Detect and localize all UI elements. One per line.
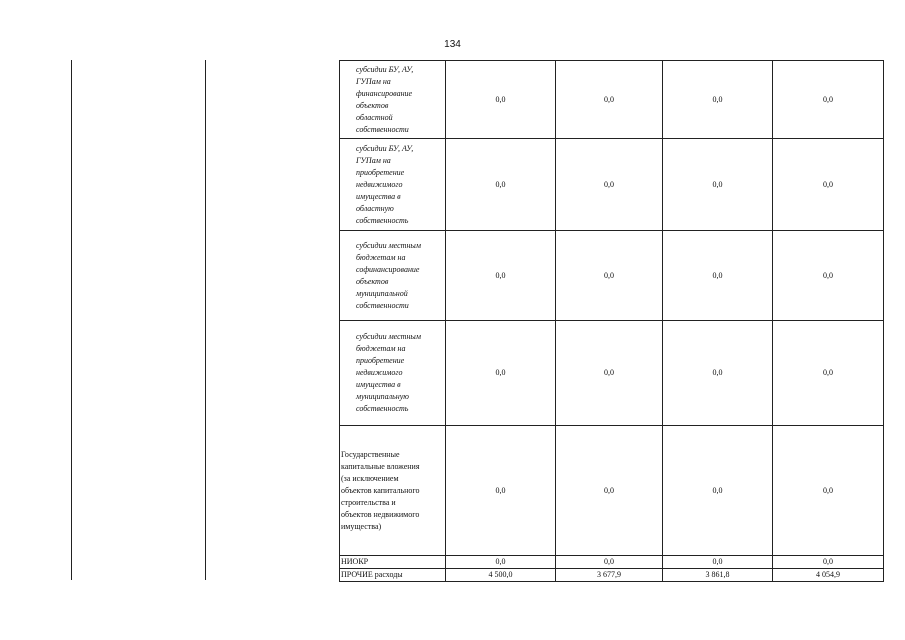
value-cell: 0,0 — [556, 556, 663, 569]
row-label: субсидии БУ, АУ, ГУПам на финансирование объектов областной собственности — [340, 61, 446, 139]
table-row — [340, 569, 884, 582]
value-cell: 3 861,8 — [663, 569, 773, 582]
value-cell: 0,0 — [773, 231, 884, 321]
table-row — [340, 139, 884, 231]
row-label: субсидии БУ, АУ, ГУПам на приобретение недвижимого имущества в областную собственность — [340, 139, 446, 231]
value-cell: 0,0 — [446, 139, 556, 231]
table-row — [340, 61, 884, 139]
row-label: субсидии местным бюджетам на софинансирование объектов муниципальной собственности — [340, 231, 446, 321]
value-cell: 0,0 — [446, 426, 556, 556]
value-cell: 0,0 — [663, 321, 773, 426]
value-cell: 0,0 — [446, 556, 556, 569]
value-cell: 0,0 — [663, 231, 773, 321]
value-cell: 3 677,9 — [556, 569, 663, 582]
row-label: субсидии местным бюджетам на приобретение недвижимого имущества в муниципальную собственность — [340, 321, 446, 426]
table-row — [340, 231, 884, 321]
value-cell: 0,0 — [773, 139, 884, 231]
value-cell: 0,0 — [773, 556, 884, 569]
value-cell: 0,0 — [663, 426, 773, 556]
value-cell: 0,0 — [773, 61, 884, 139]
value-cell: 4 054,9 — [773, 569, 884, 582]
value-cell: 0,0 — [446, 321, 556, 426]
value-cell: 0,0 — [556, 231, 663, 321]
value-cell: 0,0 — [446, 231, 556, 321]
page-number: 134 — [444, 39, 461, 50]
value-cell: 0,0 — [663, 61, 773, 139]
table-row — [340, 426, 884, 556]
table-row — [340, 321, 884, 426]
value-cell: 0,0 — [773, 321, 884, 426]
value-cell: 0,0 — [446, 61, 556, 139]
column-divider — [205, 60, 206, 580]
row-label: Государственные капитальные вложения (за исключением объектов капитального строительства и объектов недвижимого имущества) — [340, 426, 446, 556]
budget-table — [339, 60, 884, 582]
value-cell: 0,0 — [556, 426, 663, 556]
value-cell: 0,0 — [556, 139, 663, 231]
value-cell: 0,0 — [556, 61, 663, 139]
value-cell: 4 500,0 — [446, 569, 556, 582]
table-row — [340, 556, 884, 569]
value-cell: 0,0 — [663, 139, 773, 231]
row-label: ПРОЧИЕ расходы — [340, 569, 446, 582]
row-label: НИОКР — [340, 556, 446, 569]
left-table-border — [71, 60, 72, 580]
value-cell: 0,0 — [663, 556, 773, 569]
value-cell: 0,0 — [556, 321, 663, 426]
value-cell: 0,0 — [773, 426, 884, 556]
